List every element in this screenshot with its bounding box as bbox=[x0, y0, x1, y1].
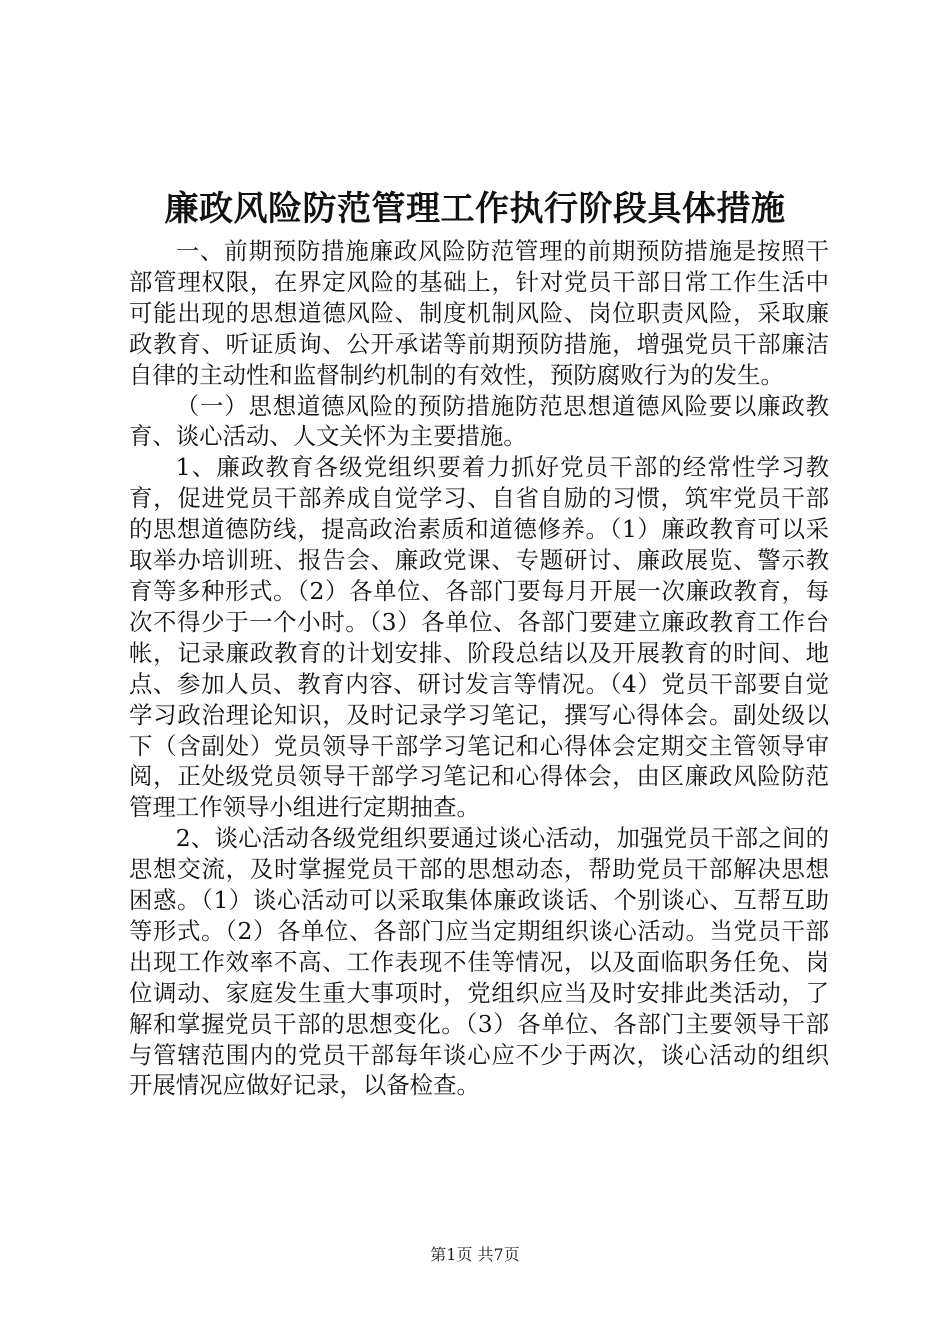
paragraph-heart-to-heart-talks: 2、谈心活动各级党组织要通过谈心活动，加强党员干部之间的思想交流，及时掌握党员干部的思想动态，帮助党员干部解决思想困惑。（1）谈心活动可以采取集体廉政谈话、个别谈心、互帮互助等形式。（2）各单位、各部门应当定期组织谈心活动。当党员干部出现工作效率不高、工作表现不佳等情况，以及面临职务任免、岗位调动、家庭发生重大事项时，党组织应当及时安排此类活动，了解和掌握党员干部的思想变化。（3）各单位、各部门主要领导干部与管辖范围内的党员干部每年谈心应不少于两次，谈心活动的组织开展情况应做好记录，以备检查。 bbox=[129, 824, 829, 1100]
page-footer: 第1页 共7页 bbox=[430, 1245, 520, 1264]
document-body bbox=[129, 236, 829, 1101]
paragraph-integrity-education: 1、廉政教育各级党组织要着力抓好党员干部的经常性学习教育，促进党员干部养成自觉学习、自省自励的习惯，筑牢党员干部的思想道德防线，提高政治素质和道德修养。（1）廉政教育可以采取举办培训班、报告会、廉政党课、专题研讨、廉政展览、警示教育等多种形式。（2）各单位、各部门要每月开展一次廉政教育，每次不得少于一个小时。（3）各单位、各部门要建立廉政教育工作台帐，记录廉政教育的计划安排、阶段总结以及开展教育的时间、地点、参加人员、教育内容、研讨发言等情况。（4）党员干部要自觉学习政治理论知识，及时记录学习笔记，撰写心得体会。副处级以下（含副处）党员领导干部学习笔记和心得体会定期交主管领导审阅，正处级党员领导干部学习笔记和心得体会，由区廉政风险防范管理工作领导小组进行定期抽查。 bbox=[129, 453, 829, 822]
paragraph-moral-risk: （一）思想道德风险的预防措施防范思想道德风险要以廉政教育、谈心活动、人文关怀为主要措施。 bbox=[129, 391, 829, 451]
document-title: 廉政风险防范管理工作执行阶段具体措施 bbox=[164, 189, 786, 229]
paragraph-preventive-measures: 一、前期预防措施廉政风险防范管理的前期预防措施是按照干部管理权限，在界定风险的基础上，针对党员干部日常工作生活中可能出现的思想道德风险、制度机制风险、岗位职责风险，采取廉政教育、听证质询、公开承诺等前期预防措施，增强党员干部廉洁自律的主动性和监督制约机制的有效性，预防腐败行为的发生。 bbox=[129, 237, 829, 389]
